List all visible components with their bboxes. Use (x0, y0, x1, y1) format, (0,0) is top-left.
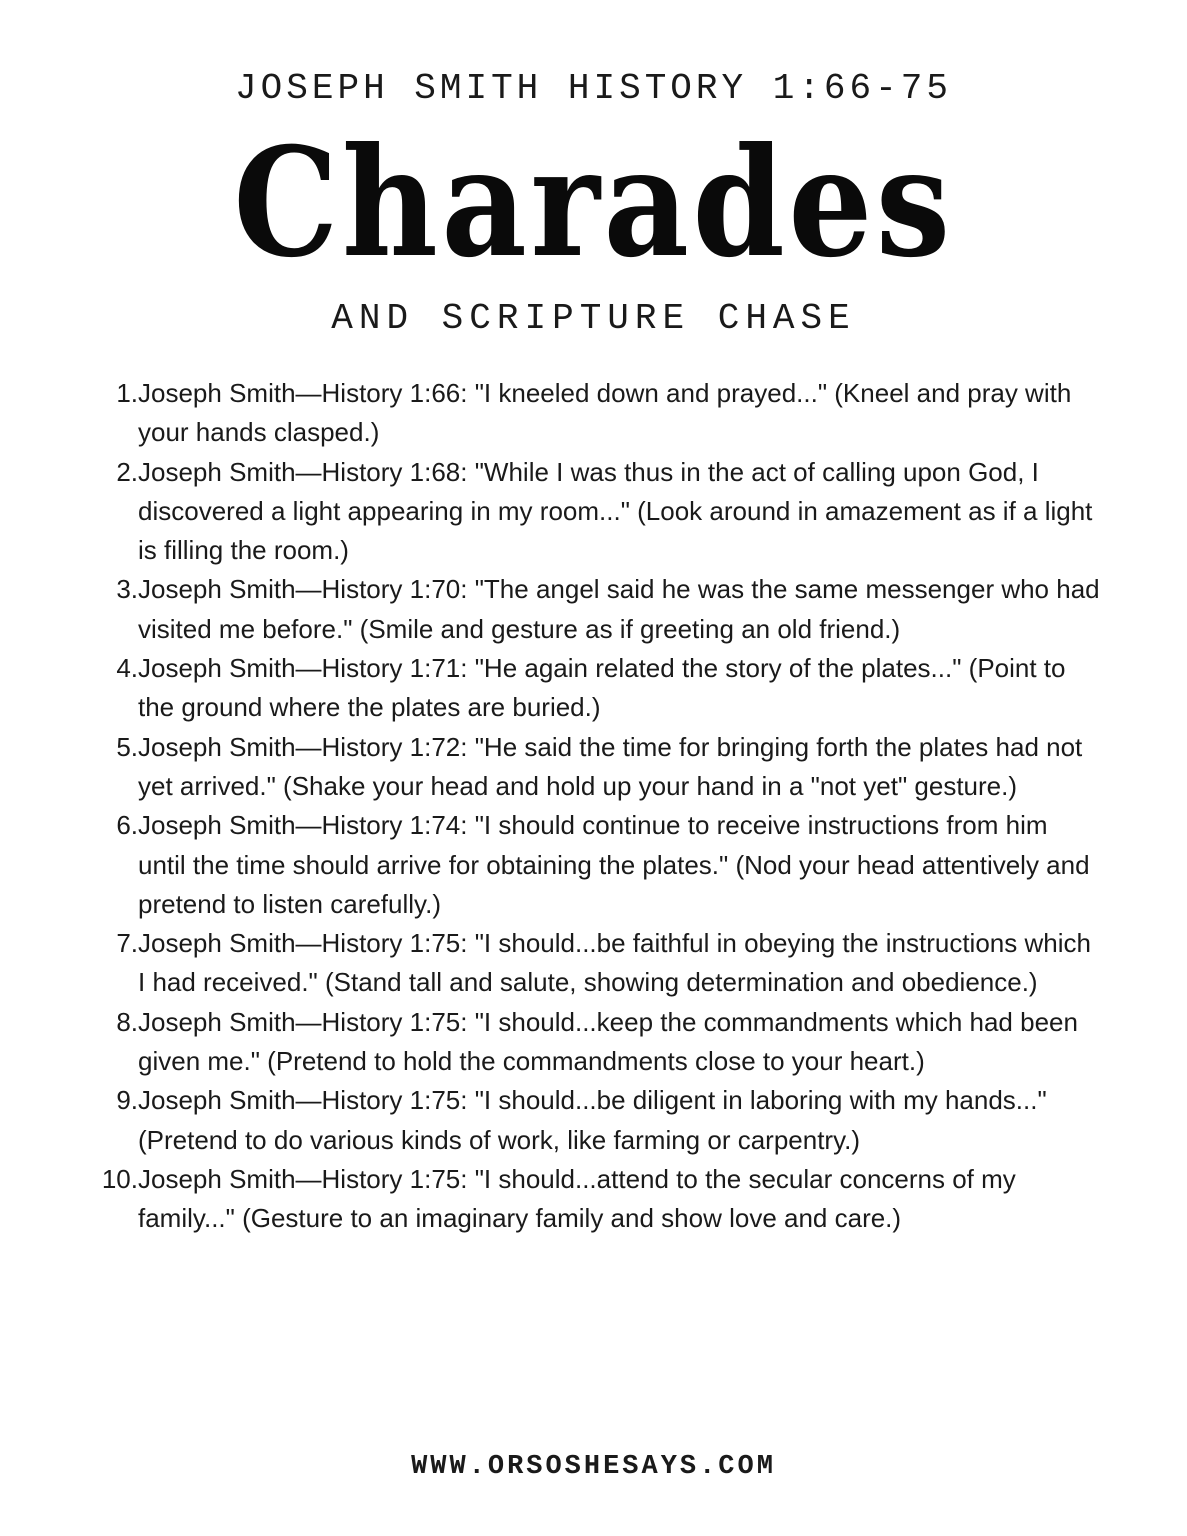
list-item (92, 728, 1102, 807)
list-item (92, 453, 1102, 571)
item-text: Joseph Smith—History 1:72: "He said the time for bringing forth the plates had not yet arrived." (Shake your head and hold up your hand in a "not yet" gesture.) (138, 731, 1083, 801)
list-item (92, 1160, 1102, 1239)
item-text: Joseph Smith—History 1:75: "I should...be faithful in obeying the instructions which I had received." (Stand tall and salute, showing determination and obedience.) (138, 928, 1091, 998)
item-text: Joseph Smith—History 1:68: "While I was thus in the act of calling upon God, I discovered a light appearing in my room..." (Look around in amazement as if a light is filling the room.) (138, 456, 1093, 566)
page-title: Charades (233, 115, 954, 291)
item-number: 2. (116, 456, 138, 487)
item-text: Joseph Smith—History 1:75: "I should...keep the commandments which had been given me." (Pretend to hold the commandments close to your heart.) (138, 1006, 1078, 1077)
list-item (92, 374, 1102, 453)
item-text: Joseph Smith—History 1:70: "The angel said he was the same messenger who had visited me before." (Smile and gesture as if greeting an old friend.) (138, 574, 1100, 644)
item-number: 7. (116, 928, 138, 959)
website-footer: WWW.ORSOSHESAYS.COM (411, 1452, 776, 1482)
item-number: 9. (116, 1085, 138, 1116)
item-number: 10. (101, 1163, 138, 1194)
list-item (92, 1081, 1102, 1160)
list-item (92, 924, 1102, 1003)
item-text: Joseph Smith—History 1:75: "I should...be diligent in laboring with my hands..." (Pretend to do various kinds of work, like farming or carpentry.) (138, 1085, 1047, 1155)
list-item (92, 570, 1102, 649)
item-number: 4. (116, 653, 138, 684)
list-item (92, 806, 1102, 924)
item-number: 6. (116, 810, 138, 841)
item-text: Joseph Smith—History 1:74: "I should continue to receive instructions from him until the time should arrive for obtaining the plates." (Nod your head attentively and pretend to listen carefully.) (138, 810, 1090, 919)
item-text: Joseph Smith—History 1:71: "He again related the story of the plates..." (Point to the ground where the plates are buried.) (138, 653, 1066, 723)
item-text: Joseph Smith—History 1:66: "I kneeled down and prayed..." (Kneel and pray with your hands clasped.) (138, 378, 1072, 448)
charades-list (92, 374, 1102, 1239)
item-number: 5. (116, 731, 138, 762)
item-number: 1. (116, 378, 138, 408)
page-subtitle: AND SCRIPTURE CHASE (331, 298, 856, 339)
item-number: 3. (116, 574, 138, 605)
list-item (92, 649, 1102, 728)
item-text: Joseph Smith—History 1:75: "I should...attend to the secular concerns of my family..." (Gesture to an imaginary family and show love and care.) (138, 1163, 1016, 1234)
scripture-reference-heading: JOSEPH SMITH HISTORY 1:66-75 (235, 68, 952, 109)
item-number: 8. (116, 1006, 138, 1037)
list-item (92, 1003, 1102, 1082)
